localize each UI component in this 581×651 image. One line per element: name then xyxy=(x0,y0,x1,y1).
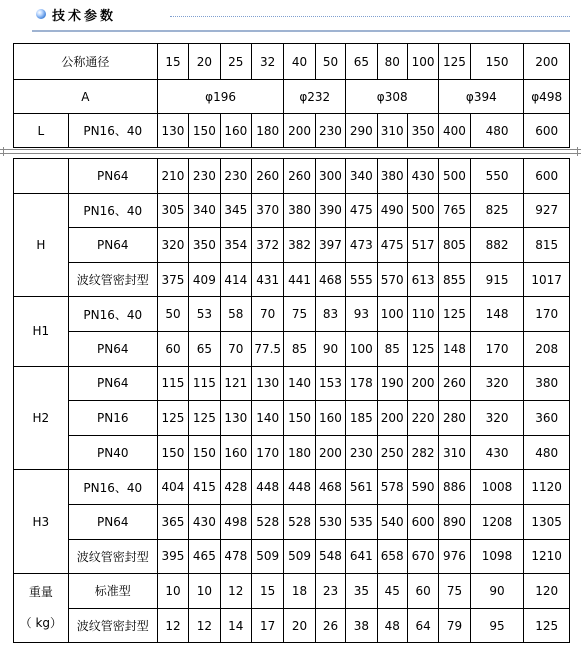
value-cell: 600 xyxy=(524,159,570,194)
value-cell: 12 xyxy=(189,608,220,643)
l-sub-label: PN16、40 xyxy=(68,114,157,148)
value-cell: 282 xyxy=(407,435,438,470)
value-cell: 382 xyxy=(284,228,315,263)
l-cell: 180 xyxy=(251,114,283,148)
value-cell: 15 xyxy=(251,574,283,609)
value-cell: 153 xyxy=(315,366,345,401)
value-cell: 528 xyxy=(251,504,283,539)
weight-group-label xyxy=(14,574,69,643)
value-cell: 915 xyxy=(470,262,524,297)
value-cell: 125 xyxy=(407,331,438,366)
value-cell: 475 xyxy=(377,228,407,263)
value-cell: 548 xyxy=(315,539,345,574)
value-cell: 260 xyxy=(284,159,315,194)
h-row xyxy=(14,228,570,263)
value-cell: 20 xyxy=(284,608,315,643)
value-cell: 320 xyxy=(470,366,524,401)
l-cell: 290 xyxy=(346,114,377,148)
row-sub-label: PN16、40 xyxy=(68,297,157,332)
value-cell: 1305 xyxy=(524,504,570,539)
a-row xyxy=(14,80,570,114)
value-cell: 670 xyxy=(407,539,438,574)
h-row xyxy=(14,262,570,297)
value-cell: 35 xyxy=(346,574,377,609)
spec-table-top xyxy=(13,43,570,148)
value-cell: 150 xyxy=(157,435,188,470)
value-cell: 200 xyxy=(377,401,407,436)
value-cell: 220 xyxy=(407,401,438,436)
value-cell: 160 xyxy=(315,401,345,436)
value-cell: 93 xyxy=(346,297,377,332)
value-cell: 380 xyxy=(524,366,570,401)
value-cell: 26 xyxy=(315,608,345,643)
value-cell: 85 xyxy=(377,331,407,366)
value-cell: 320 xyxy=(157,228,188,263)
value-cell: 360 xyxy=(524,401,570,436)
value-cell: 380 xyxy=(284,193,315,228)
value-cell: 83 xyxy=(315,297,345,332)
a-label: A xyxy=(14,80,158,114)
page-break-divider xyxy=(0,147,581,157)
row-sub-label: PN16、40 xyxy=(68,193,157,228)
value-cell: 23 xyxy=(315,574,345,609)
value-cell: 500 xyxy=(439,159,470,194)
value-cell: 340 xyxy=(346,159,377,194)
value-cell: 130 xyxy=(220,401,251,436)
value-cell: 160 xyxy=(220,435,251,470)
value-cell: 473 xyxy=(346,228,377,263)
value-cell: 448 xyxy=(251,470,283,505)
l-cell: 350 xyxy=(407,114,438,148)
dn-cell: 25 xyxy=(220,44,251,80)
value-cell: 90 xyxy=(470,574,524,609)
value-cell: 64 xyxy=(407,608,438,643)
value-cell: 310 xyxy=(439,435,470,470)
value-cell: 95 xyxy=(470,608,524,643)
value-cell: 170 xyxy=(251,435,283,470)
a-cell: φ196 xyxy=(157,80,284,114)
h2-row xyxy=(14,401,570,436)
value-cell: 10 xyxy=(157,574,188,609)
l-cell: 400 xyxy=(439,114,470,148)
l-cell: 150 xyxy=(189,114,220,148)
value-cell: 148 xyxy=(439,331,470,366)
value-cell: 570 xyxy=(377,262,407,297)
value-cell: 178 xyxy=(346,366,377,401)
h3-row xyxy=(14,470,570,505)
value-cell: 125 xyxy=(189,401,220,436)
dotted-divider xyxy=(170,16,570,17)
value-cell: 354 xyxy=(220,228,251,263)
section-title: 技术参数 xyxy=(52,9,117,24)
value-cell: 550 xyxy=(470,159,524,194)
value-cell: 395 xyxy=(157,539,188,574)
value-cell: 17 xyxy=(251,608,283,643)
row-sub-label: 标准型 xyxy=(68,574,157,609)
value-cell: 509 xyxy=(284,539,315,574)
value-cell: 509 xyxy=(251,539,283,574)
value-cell: 404 xyxy=(157,470,188,505)
value-cell: 430 xyxy=(470,435,524,470)
h1-row xyxy=(14,297,570,332)
h-row xyxy=(14,193,570,228)
value-cell: 641 xyxy=(346,539,377,574)
h1-row xyxy=(14,331,570,366)
value-cell: 468 xyxy=(315,262,345,297)
value-cell: 10 xyxy=(189,574,220,609)
value-cell: 815 xyxy=(524,228,570,263)
value-cell: 530 xyxy=(315,504,345,539)
l-row xyxy=(14,114,570,148)
value-cell: 441 xyxy=(284,262,315,297)
l-pn64-row xyxy=(14,159,570,194)
value-cell: 1008 xyxy=(470,470,524,505)
value-cell: 230 xyxy=(189,159,220,194)
l-cell: 480 xyxy=(470,114,524,148)
value-cell: 50 xyxy=(157,297,188,332)
value-cell: 100 xyxy=(377,297,407,332)
value-cell: 58 xyxy=(220,297,251,332)
bullet-icon xyxy=(36,9,46,19)
value-cell: 765 xyxy=(439,193,470,228)
value-cell: 600 xyxy=(407,504,438,539)
h2-group-label: H2 xyxy=(14,366,69,470)
value-cell: 320 xyxy=(470,401,524,436)
value-cell: 1210 xyxy=(524,539,570,574)
value-cell: 110 xyxy=(407,297,438,332)
value-cell: 1098 xyxy=(470,539,524,574)
h1-group-label: H1 xyxy=(14,297,69,366)
a-cell: φ498 xyxy=(524,80,570,114)
value-cell: 305 xyxy=(157,193,188,228)
dn-label: 公称通径 xyxy=(14,44,158,80)
value-cell: 48 xyxy=(377,608,407,643)
value-cell: 431 xyxy=(251,262,283,297)
value-cell: 535 xyxy=(346,504,377,539)
row-sub-label: 波纹管密封型 xyxy=(68,608,157,643)
row-sub-label: PN16 xyxy=(68,401,157,436)
row-sub-label: 波纹管密封型 xyxy=(68,262,157,297)
l-cell: 160 xyxy=(220,114,251,148)
value-cell: 280 xyxy=(439,401,470,436)
value-cell: 250 xyxy=(377,435,407,470)
value-cell: 90 xyxy=(315,331,345,366)
row-sub-label: 波纹管密封型 xyxy=(68,539,157,574)
l-cell: 130 xyxy=(157,114,188,148)
value-cell: 130 xyxy=(251,366,283,401)
value-cell: 448 xyxy=(284,470,315,505)
header-underline xyxy=(32,30,570,32)
weight-label-unit: （ kg） xyxy=(19,616,63,631)
dn-cell: 32 xyxy=(251,44,283,80)
value-cell: 75 xyxy=(284,297,315,332)
value-cell: 200 xyxy=(407,366,438,401)
dn-cell: 125 xyxy=(439,44,470,80)
l-cell: 230 xyxy=(315,114,345,148)
value-cell: 890 xyxy=(439,504,470,539)
value-cell: 170 xyxy=(524,297,570,332)
row-sub-label: PN64 xyxy=(68,159,157,194)
row-sub-label: PN64 xyxy=(68,331,157,366)
value-cell: 500 xyxy=(407,193,438,228)
value-cell: 60 xyxy=(407,574,438,609)
value-cell: 390 xyxy=(315,193,345,228)
value-cell: 100 xyxy=(346,331,377,366)
l-cell: 600 xyxy=(524,114,570,148)
value-cell: 200 xyxy=(315,435,345,470)
value-cell: 345 xyxy=(220,193,251,228)
value-cell: 260 xyxy=(251,159,283,194)
l-label: L xyxy=(14,114,69,148)
a-cell: φ232 xyxy=(284,80,346,114)
value-cell: 540 xyxy=(377,504,407,539)
value-cell: 590 xyxy=(407,470,438,505)
dn-cell: 65 xyxy=(346,44,377,80)
value-cell: 927 xyxy=(524,193,570,228)
value-cell: 805 xyxy=(439,228,470,263)
row-sub-label: PN64 xyxy=(68,228,157,263)
section-header xyxy=(0,0,581,30)
dn-cell: 20 xyxy=(189,44,220,80)
value-cell: 1208 xyxy=(470,504,524,539)
value-cell: 38 xyxy=(346,608,377,643)
value-cell: 517 xyxy=(407,228,438,263)
value-cell: 350 xyxy=(189,228,220,263)
spec-table-bottom xyxy=(13,158,570,643)
value-cell: 230 xyxy=(346,435,377,470)
value-cell: 414 xyxy=(220,262,251,297)
value-cell: 210 xyxy=(157,159,188,194)
value-cell: 230 xyxy=(220,159,251,194)
value-cell: 465 xyxy=(189,539,220,574)
value-cell: 1120 xyxy=(524,470,570,505)
row-sub-label: PN64 xyxy=(68,504,157,539)
value-cell: 125 xyxy=(524,608,570,643)
value-cell: 490 xyxy=(377,193,407,228)
value-cell: 115 xyxy=(189,366,220,401)
value-cell: 125 xyxy=(157,401,188,436)
value-cell: 185 xyxy=(346,401,377,436)
dn-cell: 200 xyxy=(524,44,570,80)
value-cell: 340 xyxy=(189,193,220,228)
value-cell: 208 xyxy=(524,331,570,366)
dn-cell: 15 xyxy=(157,44,188,80)
value-cell: 148 xyxy=(470,297,524,332)
value-cell: 79 xyxy=(439,608,470,643)
value-cell: 150 xyxy=(189,435,220,470)
value-cell: 855 xyxy=(439,262,470,297)
value-cell: 430 xyxy=(407,159,438,194)
value-cell: 140 xyxy=(251,401,283,436)
h-group-label: H xyxy=(14,193,69,297)
value-cell: 115 xyxy=(157,366,188,401)
value-cell: 150 xyxy=(284,401,315,436)
a-cell: φ394 xyxy=(439,80,524,114)
value-cell: 658 xyxy=(377,539,407,574)
value-cell: 180 xyxy=(284,435,315,470)
dn-cell: 100 xyxy=(407,44,438,80)
value-cell: 409 xyxy=(189,262,220,297)
value-cell: 125 xyxy=(439,297,470,332)
value-cell: 1017 xyxy=(524,262,570,297)
value-cell: 70 xyxy=(220,331,251,366)
value-cell: 14 xyxy=(220,608,251,643)
dn-cell: 40 xyxy=(284,44,315,80)
l-cell: 200 xyxy=(284,114,315,148)
value-cell: 613 xyxy=(407,262,438,297)
row-sub-label: PN64 xyxy=(68,366,157,401)
value-cell: 375 xyxy=(157,262,188,297)
value-cell: 475 xyxy=(346,193,377,228)
value-cell: 45 xyxy=(377,574,407,609)
value-cell: 415 xyxy=(189,470,220,505)
value-cell: 976 xyxy=(439,539,470,574)
l-group-cell xyxy=(14,159,69,194)
value-cell: 190 xyxy=(377,366,407,401)
dn-row xyxy=(14,44,570,80)
value-cell: 12 xyxy=(220,574,251,609)
value-cell: 478 xyxy=(220,539,251,574)
value-cell: 18 xyxy=(284,574,315,609)
value-cell: 380 xyxy=(377,159,407,194)
row-sub-label: PN16、40 xyxy=(68,470,157,505)
weight-row xyxy=(14,574,570,609)
dn-cell: 50 xyxy=(315,44,345,80)
h2-row xyxy=(14,366,570,401)
value-cell: 70 xyxy=(251,297,283,332)
value-cell: 65 xyxy=(189,331,220,366)
value-cell: 85 xyxy=(284,331,315,366)
h3-row xyxy=(14,504,570,539)
value-cell: 886 xyxy=(439,470,470,505)
value-cell: 120 xyxy=(524,574,570,609)
value-cell: 12 xyxy=(157,608,188,643)
value-cell: 370 xyxy=(251,193,283,228)
h3-row xyxy=(14,539,570,574)
value-cell: 882 xyxy=(470,228,524,263)
value-cell: 397 xyxy=(315,228,345,263)
a-cell: φ308 xyxy=(346,80,439,114)
value-cell: 365 xyxy=(157,504,188,539)
value-cell: 561 xyxy=(346,470,377,505)
weight-label-top: 重量 xyxy=(28,585,53,600)
value-cell: 60 xyxy=(157,331,188,366)
value-cell: 53 xyxy=(189,297,220,332)
dn-cell: 150 xyxy=(470,44,524,80)
value-cell: 300 xyxy=(315,159,345,194)
value-cell: 498 xyxy=(220,504,251,539)
weight-row xyxy=(14,608,570,643)
value-cell: 372 xyxy=(251,228,283,263)
dn-cell: 80 xyxy=(377,44,407,80)
l-cell: 310 xyxy=(377,114,407,148)
value-cell: 170 xyxy=(470,331,524,366)
value-cell: 578 xyxy=(377,470,407,505)
value-cell: 140 xyxy=(284,366,315,401)
value-cell: 428 xyxy=(220,470,251,505)
row-sub-label: PN40 xyxy=(68,435,157,470)
value-cell: 468 xyxy=(315,470,345,505)
value-cell: 260 xyxy=(439,366,470,401)
value-cell: 77.5 xyxy=(251,331,283,366)
value-cell: 430 xyxy=(189,504,220,539)
h3-group-label: H3 xyxy=(14,470,69,574)
value-cell: 825 xyxy=(470,193,524,228)
h2-row xyxy=(14,435,570,470)
value-cell: 121 xyxy=(220,366,251,401)
value-cell: 528 xyxy=(284,504,315,539)
value-cell: 555 xyxy=(346,262,377,297)
value-cell: 480 xyxy=(524,435,570,470)
value-cell: 75 xyxy=(439,574,470,609)
